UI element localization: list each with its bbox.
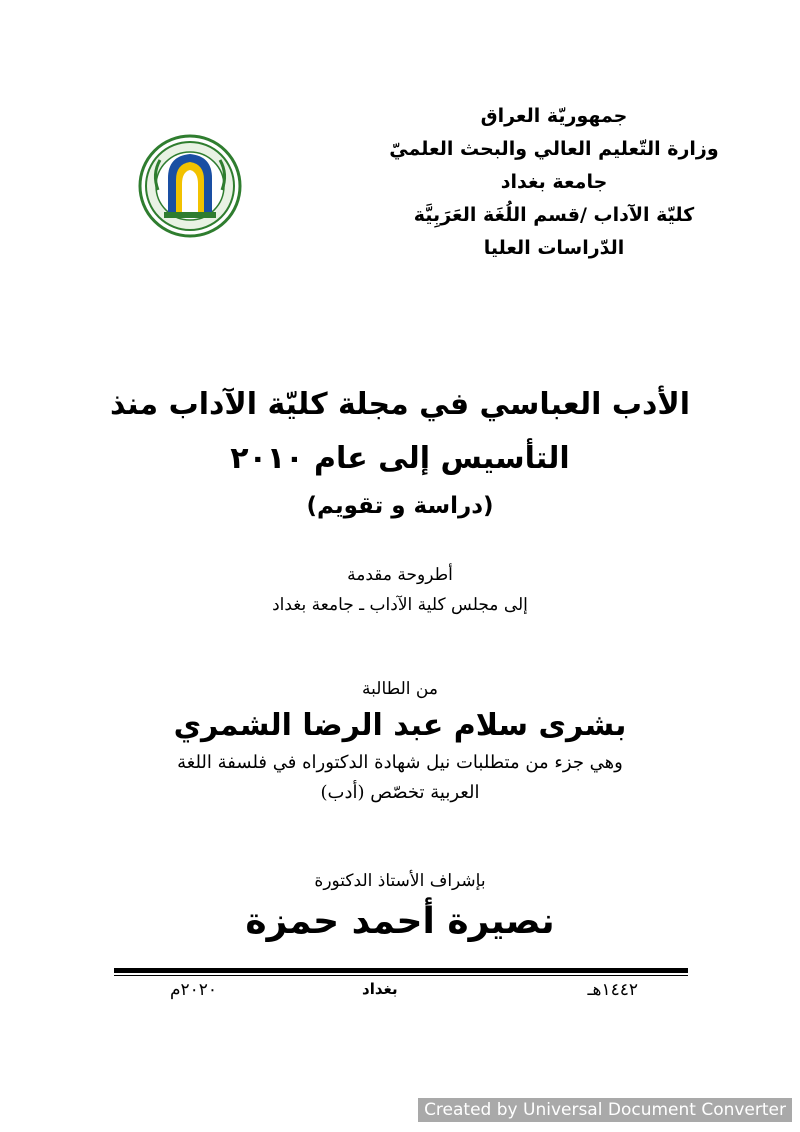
institution-header: [374, 100, 734, 265]
degree-purpose-line-1: وهي جزء من متطلبات نيل شهادة الدكتوراه في فلسفة اللغة: [177, 752, 623, 773]
header-line-country: جمهوريّة العراق: [480, 105, 628, 127]
supervisor-label: بإشراف الأستاذ الدكتورة: [314, 871, 486, 891]
university-seal-icon: [138, 134, 242, 238]
supervisor-block: [60, 866, 740, 948]
student-name: بشرى سلام عبد الرضا الشمري: [173, 708, 627, 743]
title-line-1: الأدب العباسي في مجلة كليّة الآداب منذ: [109, 387, 691, 422]
footer-divider: [114, 968, 688, 973]
submission-line-2: إلى مجلس كلية الآداب ـ جامعة بغداد: [272, 595, 528, 615]
header-line-university: جامعة بغداد: [500, 171, 608, 193]
city: بغداد: [362, 980, 398, 998]
footer-divider-thin: [114, 975, 688, 976]
header-line-ministry: وزارة التّعليم العالي والبحث العلميّ: [389, 138, 719, 160]
student-block: [60, 674, 740, 808]
supervisor-name: نصيرة أحمد حمزة: [245, 901, 555, 942]
submission-statement: [60, 560, 740, 620]
degree-purpose-line-2: العربية تخصّص (أدب): [320, 782, 480, 803]
date-hijri: ١٤٤٢هـ: [587, 980, 638, 1000]
submission-line-1: أطروحة مقدمة: [347, 565, 453, 585]
header-line-graduate-studies: الدّراسات العليا: [483, 237, 625, 259]
header-line-college: كليّة الآداب /قسم اللُغَة العَرَبِيَّة: [413, 204, 695, 226]
title-subtitle: (دراسة و تقويم): [306, 493, 494, 519]
thesis-title: [90, 378, 710, 526]
title-line-2: التأسيس إلى عام ٢٠١٠: [230, 441, 570, 476]
converter-watermark: Created by Universal Document Converter: [418, 1098, 792, 1122]
student-label: من الطالبة: [362, 679, 438, 699]
date-gregorian: ٢٠٢٠م: [170, 980, 218, 1000]
